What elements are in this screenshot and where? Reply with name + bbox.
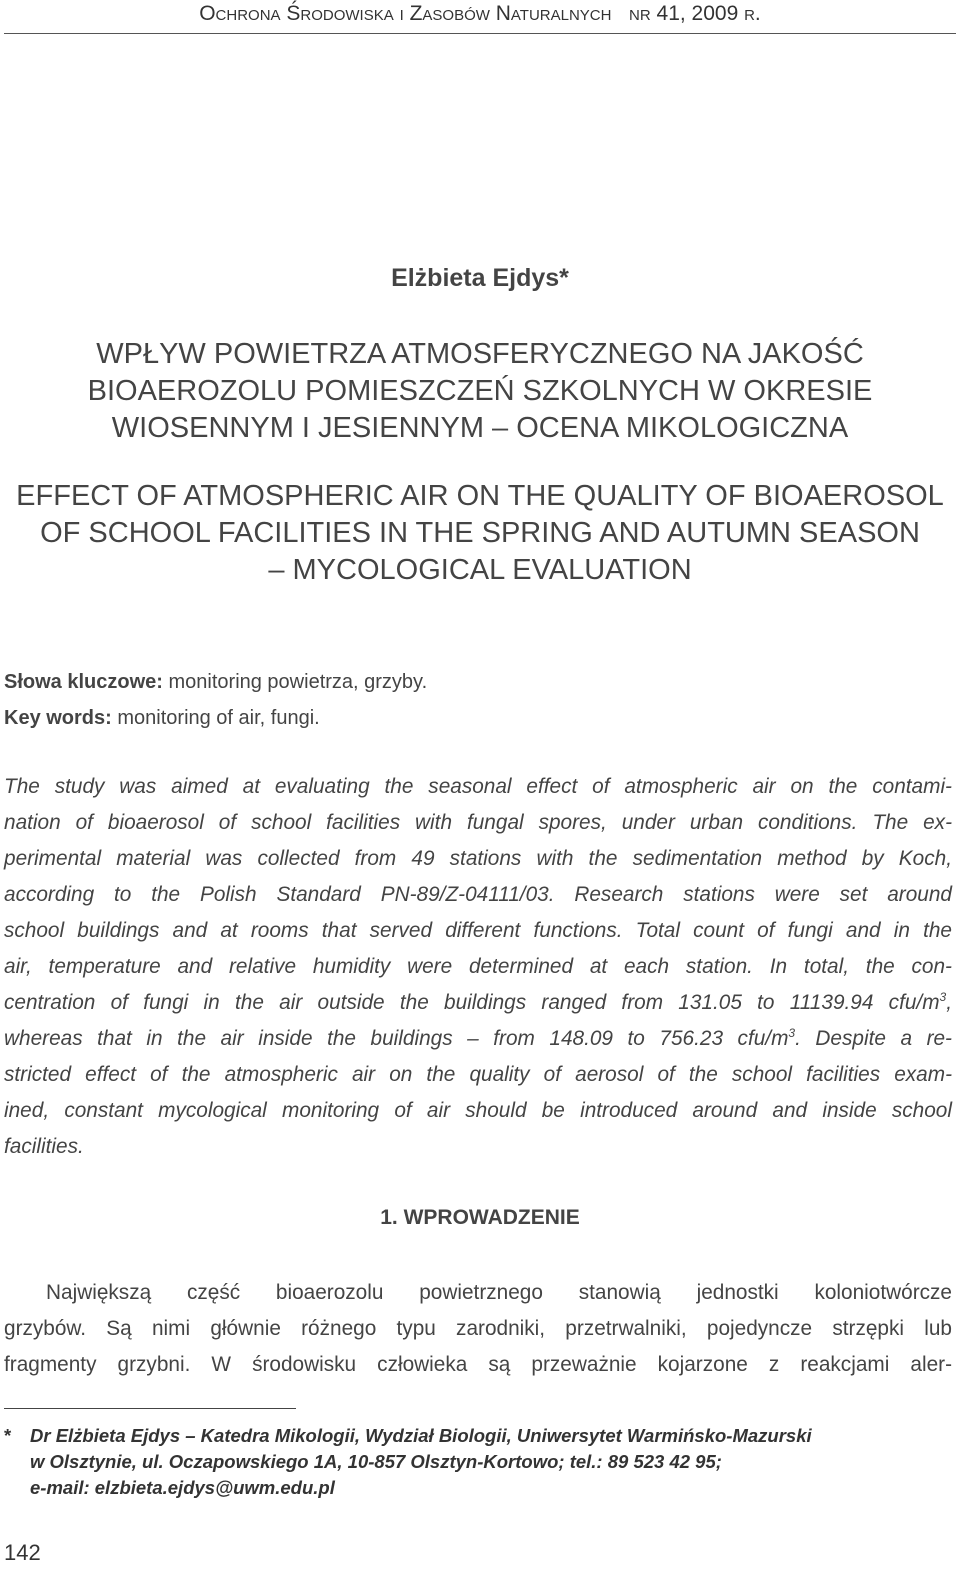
footnote-mark: * xyxy=(4,1425,12,1446)
intro-paragraph xyxy=(4,1275,952,1383)
title-polish-line: BIOAEROZOLU POMIESZCZEŃ SZKOLNYCH W OKRESIE xyxy=(87,375,873,407)
keywords-english-label: Key words: xyxy=(4,707,112,729)
body-line: fragmenty grzybni. W środowisku człowieka są przeważnie kojarzone z reakcjami aler- xyxy=(4,1353,952,1376)
running-header xyxy=(0,2,960,26)
abstract-line: school buildings and at rooms that served different functions. Total count of fungi and in the xyxy=(4,919,952,942)
superscript: 3 xyxy=(939,990,947,1005)
journal-name: Ochrona Środowiska i Zasobów Naturalnych xyxy=(199,2,612,25)
abstract-line: perimental material was collected from 49 stations with the sedimentation method by Koch, xyxy=(4,847,952,870)
abstract-line: The study was aimed at evaluating the seasonal effect of atmospheric air on the contami- xyxy=(4,775,952,798)
footnote-rule xyxy=(4,1408,296,1409)
abstract-text: . Despite a re- xyxy=(795,1027,952,1050)
section-heading: 1. WPROWADZENIE xyxy=(380,1206,580,1229)
abstract-line: facilities. xyxy=(4,1135,84,1158)
keywords-polish-value: monitoring powietrza, grzyby. xyxy=(168,671,428,693)
header-rule xyxy=(4,33,956,34)
author-name: Elżbieta Ejdys* xyxy=(391,264,569,292)
footnote-line: e-mail: elzbieta.ejdys@uwm.edu.pl xyxy=(30,1477,335,1498)
abstract-line: air, temperature and relative humidity were determined at each station. In total, the con- xyxy=(4,955,952,978)
body-line: Największą część bioaerozolu powietrznego stanowią jednostki koloniotwórcze xyxy=(46,1281,952,1304)
title-english-line: OF SCHOOL FACILITIES IN THE SPRING AND AUTUMN SEASON xyxy=(40,517,920,549)
title-english-line: – MYCOLOGICAL EVALUATION xyxy=(268,554,692,586)
keywords-polish xyxy=(4,664,956,700)
title-polish-line: WPŁYW POWIETRZA ATMOSFERYCZNEGO NA JAKOŚĆ xyxy=(96,338,864,370)
page-number: 142 xyxy=(4,1540,41,1565)
author-footnote xyxy=(4,1423,952,1501)
abstract-line: ined, constant mycological monitoring of air should be introduced around and inside school xyxy=(4,1099,952,1122)
abstract-text: whereas that in the air inside the buildings – from 148.09 to 756.23 cfu/m xyxy=(4,1027,789,1050)
abstract-line: according to the Polish Standard PN-89/Z-04111/03. Research stations were set around xyxy=(4,883,952,906)
abstract-line xyxy=(4,1021,952,1057)
title-english-line: EFFECT OF ATMOSPHERIC AIR ON THE QUALITY OF BIOAEROSOL xyxy=(16,480,944,512)
keywords-english xyxy=(4,700,956,736)
title-english xyxy=(0,478,960,589)
abstract-text: centration of fungi in the air outside the buildings ranged from 131.05 to 11139.94 cfu/m xyxy=(4,991,940,1014)
keywords-english-value: monitoring of air, fungi. xyxy=(117,707,320,729)
keywords-block xyxy=(4,664,956,736)
keywords-polish-label: Słowa kluczowe: xyxy=(4,671,163,693)
title-polish xyxy=(0,336,960,447)
title-polish-line: WIOSENNYM I JESIENNYM – OCENA MIKOLOGICZNA xyxy=(111,412,849,444)
abstract-line: stricted effect of the atmospheric air on the quality of aerosol of the school facilities exam- xyxy=(4,1063,952,1086)
abstract xyxy=(4,769,952,1165)
body-line: grzybów. Są nimi głównie różnego typu zarodniki, przetrwalniki, pojedyncze strzępki lub xyxy=(4,1317,952,1340)
abstract-text: , xyxy=(946,991,952,1014)
footnote-line: Dr Elżbieta Ejdys – Katedra Mikologii, Wydział Biologii, Uniwersytet Warmińsko-Mazurski xyxy=(30,1425,812,1446)
footnote-line: w Olsztynie, ul. Oczapowskiego 1A, 10-857 Olsztyn-Kortowo; tel.: 89 523 42 95; xyxy=(30,1451,722,1472)
journal-issue: nr 41, 2009 r. xyxy=(629,2,761,25)
superscript: 3 xyxy=(788,1026,796,1041)
abstract-line xyxy=(4,985,952,1021)
abstract-line: nation of bioaerosol of school facilities with fungal spores, under urban conditions. The ex- xyxy=(4,811,952,834)
